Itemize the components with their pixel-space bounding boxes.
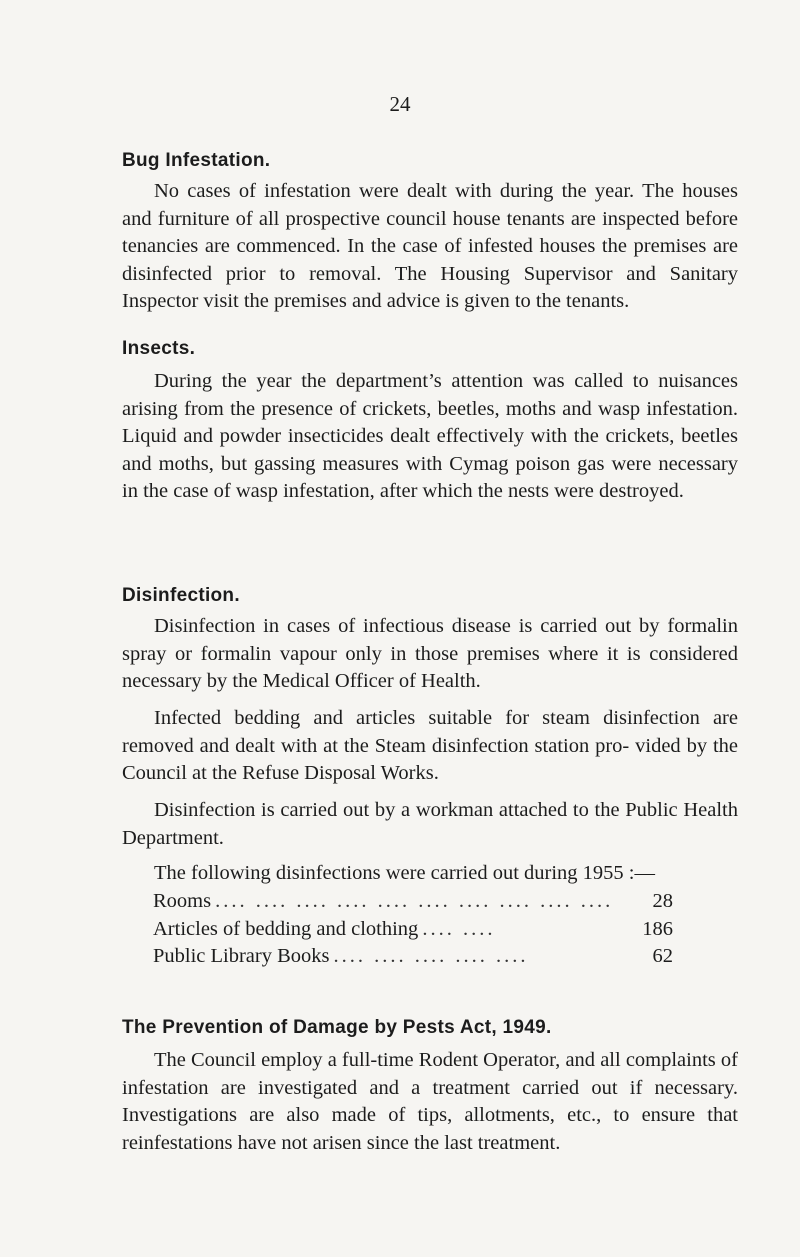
row-value: 28 (652, 890, 673, 912)
heading-bug-infestation: Bug Infestation. (122, 150, 271, 171)
paragraph-bug-infestation (122, 178, 738, 316)
row-leader-dots: .... .... .... .... .... (333, 945, 529, 967)
row-value: 62 (652, 945, 673, 967)
paragraph-disinfection-2-text: Infected bedding and articles suitable for steam disinfection are removed and dealt with at the Steam disinfection station pro- vided by the Council at the Refuse Disposal Works. (122, 707, 738, 784)
page-number: 24 (389, 92, 411, 116)
paragraph-disinfection-4-text: The following disinfections were carried out during 1955 :— (154, 862, 655, 884)
disinfections-table (153, 888, 673, 971)
heading-disinfection: Disinfection. (122, 585, 240, 606)
table-row (153, 916, 673, 944)
paragraph-bug-infestation-text: No cases of infestation were dealt with during the year. The houses and furniture of all prospective council house tenants are inspected before tenancies are commenced. In the case of infested houses the premises are disinfected prior to removal. The Housing Supervisor and Sanitary Inspector visit the premises and advice is given to the tenants. (122, 180, 738, 312)
row-value: 186 (642, 917, 673, 940)
row-leader-dots: .... .... .... .... .... .... .... .... .... .... (215, 890, 614, 912)
paragraph-disinfection-1 (122, 613, 738, 696)
paragraph-disinfection-4 (122, 860, 738, 888)
table-row (153, 888, 673, 916)
paragraph-pests (122, 1047, 738, 1157)
paragraph-insects-text: During the year the department’s attention was called to nuisances arising from the presence of crickets, beetles, moths and wasp infestation. Liquid and powder insecticides dealt effectively with the crickets, beetles and moths, but gassing measures with Cymag poison gas were necessary in the case of wasp infestation, after which the nests were destroyed. (122, 370, 738, 502)
heading-prevention-of-damage-by-pests-act: The Prevention of Damage by Pests Act, 1949. (122, 1017, 552, 1038)
paragraph-insects (122, 368, 738, 506)
paragraph-disinfection-2 (122, 705, 738, 788)
heading-insects: Insects. (122, 338, 196, 359)
row-label: Public Library Books (153, 945, 330, 967)
row-leader-dots: .... .... (422, 917, 496, 940)
row-label: Articles of bedding and clothing (153, 917, 419, 940)
paragraph-disinfection-3 (122, 797, 738, 852)
paragraph-disinfection-1-text: Disinfection in cases of infectious disease is carried out by formalin spray or formalin vapour only in those premises where it is considered necessary by the Medical Officer of Health. (122, 615, 738, 692)
paragraph-disinfection-3-text: Disinfection is carried out by a workman attached to the Public Health Department. (122, 799, 738, 849)
paragraph-pests-text: The Council employ a full-time Rodent Operator, and all complaints of infestation are investigated and a treatment carried out if necessary. Investigations are also made of tips, allotments, etc., to ensure that reinfestations have not arisen since the last treatment. (122, 1049, 738, 1154)
table-row (153, 943, 673, 971)
row-label: Rooms (153, 890, 212, 912)
